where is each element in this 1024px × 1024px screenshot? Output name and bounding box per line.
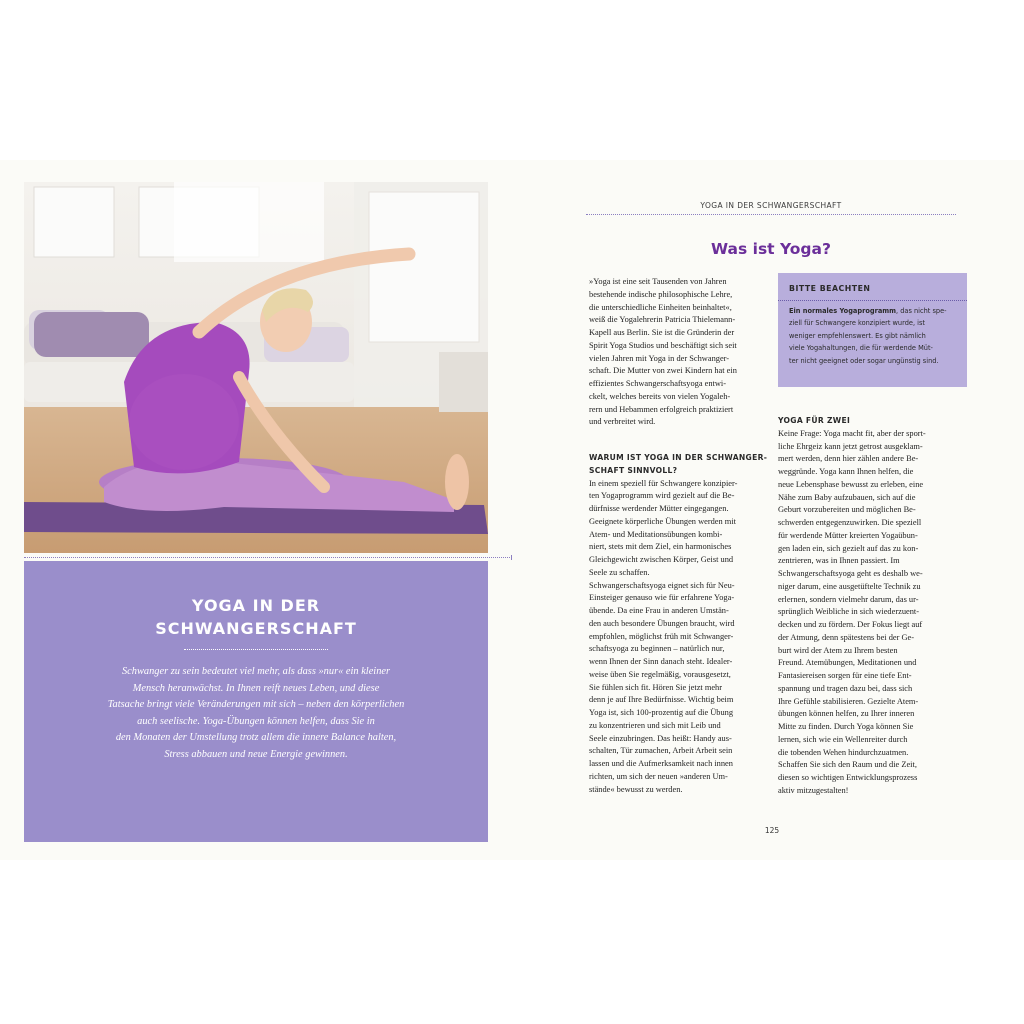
text-line: vielen Jahren mit Yoga in der Schwanger- (589, 353, 730, 363)
text-line: Einsteiger genauso wie für erfahrene Yoga- (589, 593, 735, 603)
text-line: Schwanger zu sein bedeutet viel mehr, als dass »nur« ein kleiner (121, 666, 391, 677)
text-column-right (778, 415, 958, 798)
text-line: richten, um sich der neuen »anderen Um- (589, 771, 728, 781)
text-line: Kapell aus Berlin. Sie ist die Gründerin der (589, 328, 735, 337)
text-line: den auch besondere Übungen braucht, wird (589, 618, 735, 628)
title-divider (184, 649, 328, 650)
text-line: für werdende Mütter kreierten Yogaübun- (778, 530, 918, 540)
text-line: lassen und die Aufmerksamkeit nach innen (589, 759, 733, 768)
text-line: aktiv mitzugestalten! (778, 785, 849, 795)
text-line: Ein normales Yogaprogramm, das nicht spe- (789, 307, 947, 315)
page-heading: Was ist Yoga? (711, 240, 831, 258)
text-line: Seele zu schaffen. (589, 567, 650, 577)
chapter-intro-box (24, 561, 488, 842)
text-line: spannung und tragen dazu bei, dass sich (778, 683, 913, 693)
text-column-left (589, 276, 769, 796)
text-line: die unterschiedliche Einheiten beinhaltet«, (589, 302, 732, 312)
text-line: Schwangerschaftsyoga geht es deshalb we- (778, 569, 923, 578)
text-line: schwerden entgegenzuwirken. Die speziell (778, 518, 922, 527)
text-line: decken und zu fördern. Der Fokus liegt auf (778, 620, 923, 629)
text-line: liche Ehrgeiz kann jetzt getrost ausgeklam- (778, 441, 923, 451)
photo-divider (24, 557, 512, 558)
text-line: stände« bewusst zu werden. (589, 784, 683, 794)
text-line: empfohlen, möglichst früh mit Schwanger- (589, 631, 734, 641)
note-text (789, 305, 964, 367)
text-line: Geburt vorzubereiten und möglichen Be- (778, 505, 916, 515)
text-line: rern und Hebammen erfolgreich praktiziert (589, 404, 734, 414)
yoga-photo-illustration (24, 182, 488, 553)
text-line: ter nicht geeignet oder sogar ungünstig sind. (789, 356, 939, 365)
text-line: weise üben Sie regelmäßig, vorausgesetzt, (589, 669, 731, 679)
text-line: Fantasiereisen sorgen für eine tiefe Ent- (778, 671, 912, 680)
text-line: Nähe zum Baby aufzubauen, sich auf die (778, 492, 916, 502)
text-line: Schwangerschaftsyoga eignet sich für Neu- (589, 580, 735, 590)
text-line: ten Yogaprogramm wird gezielt auf die Be- (589, 491, 735, 501)
text-line: Stress abbauen und neue Energie gewinnen. (164, 748, 348, 760)
text-line: neue Lebensphase bewusst zu erleben, eine (778, 479, 924, 489)
text-line: wenn Ihnen der Sinn danach steht. Idealer- (589, 657, 733, 666)
text-line: der Atmung, denn spätestens bei der Ge- (778, 632, 915, 642)
text-line: Yoga ist, sich 100-prozentig auf die Übung (589, 708, 734, 717)
text-line: Geeignete körperliche Übungen werden mit (589, 516, 736, 526)
text-line: Freund. Atemübungen, Meditationen und (778, 658, 917, 668)
text-line: Mensch heranwächst. In Ihnen reift neues Leben, und diese (132, 682, 380, 694)
running-head-divider (586, 214, 956, 215)
text-line: niert, stets mit dem Ziel, ein harmonisches (589, 542, 732, 552)
text-line: In einem speziell für Schwangere konzipier- (589, 478, 738, 488)
text-line: auch seelische. Yoga-Übungen können helfen, dass Sie in (137, 715, 375, 727)
subheading-warum: WARUM IST YOGA IN DER SCHWANGER- (589, 453, 768, 462)
chapter-intro-text (64, 664, 448, 763)
text-line: niger darum, eine ausgetüftelte Technik zu (778, 581, 921, 591)
text-line: den Monaten der Umstellung trotz allem die innere Balance halten, (115, 732, 397, 743)
text-line: Keine Frage: Yoga macht fit, aber der sport- (778, 428, 926, 438)
text-line: burt wird der Atem zu Ihrem besten (778, 645, 898, 655)
text-line: Gleichgewicht zwischen Körper, Geist und (589, 555, 734, 564)
subheading-warum-cont: SCHAFT SINNVOLL? (589, 465, 678, 475)
text-line: Mitte zu finden. Durch Yoga können Sie (778, 722, 914, 731)
text-line: Seele einzubringen. Das heißt: Handy aus- (589, 733, 732, 743)
text-line: ckelt, welches bereits von vielen Yogaleh- (589, 391, 731, 401)
note-divider (778, 300, 967, 301)
subheading-yoga-fuer-zwei: YOGA FÜR ZWEI (778, 416, 851, 425)
yoga-photo (24, 182, 488, 553)
text-line: Sie fühlen sich fit. Hören Sie jetzt mehr (589, 682, 723, 692)
text-line: , das nicht spe- (896, 307, 947, 315)
text-line: sprünglich Weibliche in sich wiederzuent- (778, 607, 920, 617)
text-line: bestehende indische philosophische Lehre, (589, 289, 733, 299)
text-line: schaft. Die Mutter von zwei Kindern hat ein (589, 366, 737, 376)
text-line (589, 429, 769, 452)
text-line: übungen können helfen, zu Ihrer inneren (778, 709, 915, 719)
text-line: weggründe. Yoga kann Ihnen helfen, die (778, 467, 914, 476)
text-line: lernen, sich wie ein Wellenreiter durch (778, 734, 908, 744)
text-line: Atem- und Meditationsübungen kombi- (589, 529, 723, 539)
text-line: dürfnisse werdender Mütter eingegangen. (589, 504, 729, 513)
text-line: denn je auf Ihre Bedürfnisse. Wichtig beim (589, 695, 734, 705)
chapter-title: YOGA IN DER SCHWANGERSCHAFT (155, 596, 357, 638)
text-line: Schaffen Sie sich den Raum und die Zeit, (778, 760, 917, 770)
text-line: Spirit Yoga Studios und beschäftigt sich seit (589, 340, 737, 350)
text-line: weniger empfehlenswert. Es gibt nämlich (789, 331, 926, 340)
text-line: viele Yogahaltungen, die für werdende Müt- (789, 344, 933, 353)
text-line: zentrieren, was in Ihnen passiert. Im (778, 556, 900, 566)
text-line: Ihre Gefühle stabilisieren. Gezielte Atem- (778, 696, 919, 706)
text-line: übende. Da eine Frau in anderen Umstän- (589, 606, 729, 615)
text-line: erlernen, sondern vielmehr darum, das ur- (778, 594, 919, 604)
text-line: effizientes Schwangerschaftsyoga entwi- (589, 379, 727, 388)
text-line: diesen so wichtigen Entwicklungsprozess (778, 773, 918, 782)
text-line: und verbreitet wird. (589, 417, 656, 427)
text-line: gen laden ein, sich gezielt auf das zu kon- (778, 543, 919, 553)
text-line: die tobenden Wehen hindurchzuatmen. (778, 747, 909, 757)
note-title: BITTE BEACHTEN (789, 284, 871, 293)
page-number: 125 (764, 826, 780, 835)
text-line: weiß die Yogalehrerin Patricia Thielemann- (589, 315, 736, 325)
text-line: mert werden, denn hier zählen andere Be- (778, 454, 919, 464)
text-line: zu konzentrieren und sich mit Leib und (589, 720, 721, 730)
text-line: schalten, Tür zumachen, Arbeit Arbeit sein (589, 746, 733, 756)
text-line: ziell für Schwangere konzipiert wurde, ist (789, 319, 925, 328)
text-line: »Yoga ist eine seit Tausenden von Jahren (589, 277, 727, 286)
running-head: YOGA IN DER SCHWANGERSCHAFT (700, 201, 842, 210)
text-line: Tatsache bringt viele Veränderungen mit sich – neben den körperlichen (107, 699, 405, 710)
text-line: schaftsyoga zu beginnen – natürlich nur, (589, 644, 725, 654)
note-box (778, 273, 967, 387)
